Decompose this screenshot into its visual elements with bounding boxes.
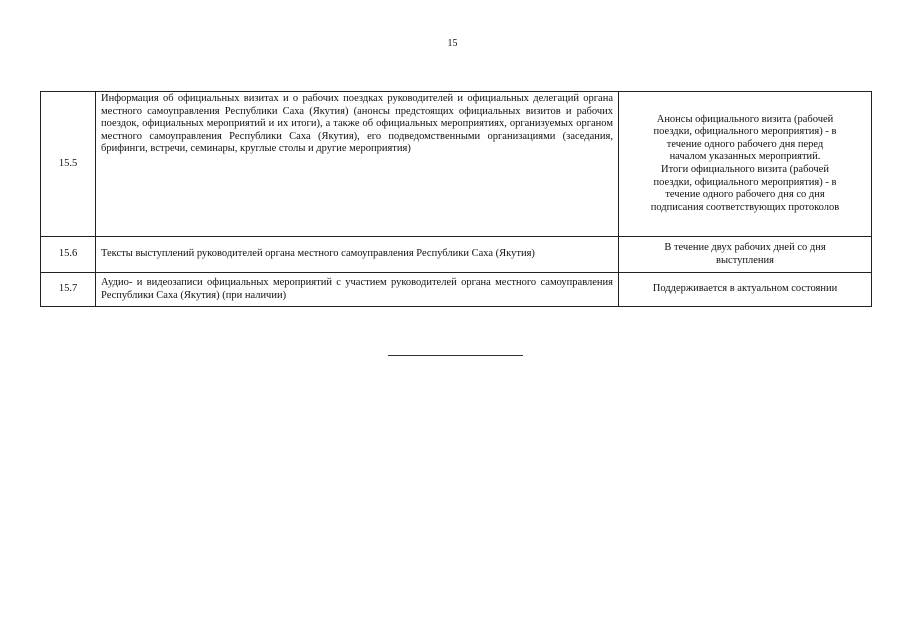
page-number: 15 — [447, 38, 458, 49]
table-row — [41, 273, 872, 307]
term-line: выступления — [716, 254, 774, 266]
document-table — [40, 91, 872, 307]
row-info: Аудио- и видеозаписи официальных мероприятий с участием руководителей органа местного самоуправления Республики Саха (Якутия) (при наличии) — [96, 273, 619, 307]
row-info: Тексты выступлений руководителей органа местного самоуправления Республики Саха (Якутия) — [96, 237, 619, 273]
separator-line — [388, 355, 523, 356]
term-line: поездки, официального мероприятия) - в — [653, 126, 837, 138]
row-number: 15.6 — [41, 237, 96, 273]
row-info: Информация об официальных визитах и о рабочих поездках руководителей и официальных делегаций органа местного самоуправления Республики Саха (Якутия) (анонсы предстоящих официальных визитов и рабочих поездок, официальных мероприятий и их итоги), а также об официальных мероприятиях, организуемых органом местного самоуправления Республики Саха (Якутия), его подведомственными организациями (заседания, брифинги, встречи, семинары, круглые столы и другие мероприятия) — [96, 92, 619, 237]
term-line: началом указанных мероприятий. — [669, 151, 821, 163]
table-row — [41, 92, 872, 237]
row-term — [619, 92, 872, 237]
row-term — [619, 273, 872, 307]
row-number: 15.5 — [41, 92, 96, 237]
row-term — [619, 237, 872, 273]
row-number: 15.7 — [41, 273, 96, 307]
term-line: подписания соответствующих протоколов — [650, 201, 840, 213]
term-line: Итоги официального визита (рабочей — [661, 164, 829, 175]
term-line: Поддерживается в актуальном состоянии — [652, 283, 838, 295]
table-row — [41, 237, 872, 273]
term-line: В течение двух рабочих дней со дня — [664, 241, 826, 253]
term-line: Анонсы официального визита (рабочей — [656, 113, 834, 125]
term-line: поездки, официального мероприятия) - в — [653, 176, 837, 188]
term-line: течение одного рабочего дня перед — [666, 138, 824, 150]
term-line: течение одного рабочего дня со дня — [665, 189, 825, 201]
